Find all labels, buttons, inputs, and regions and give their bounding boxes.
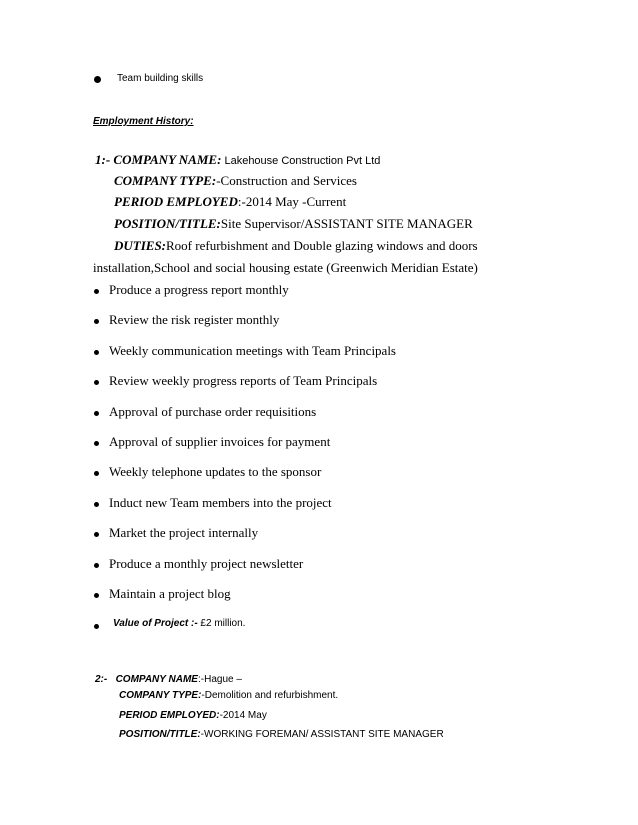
list-item: Approval of purchase order requisitions — [109, 404, 317, 419]
job2-company-line — [95, 674, 242, 685]
bullet-icon — [94, 441, 99, 446]
bullet-icon — [94, 502, 99, 507]
job2-company-label: COMPANY NAME — [115, 674, 198, 685]
job1-type-line — [114, 173, 357, 189]
bullet-icon — [94, 624, 99, 629]
job2-position-label: POSITION/TITLE: — [119, 729, 201, 740]
section-heading: Employment History: — [93, 116, 194, 127]
job1-duties-line — [114, 238, 478, 254]
skill-item: Team building skills — [117, 73, 204, 84]
job2-type-line — [119, 690, 338, 701]
bullet-icon — [94, 76, 101, 83]
job1-position-line — [114, 216, 473, 232]
job1-duties-value: Roof refurbishment and Double glazing windows and doors — [166, 238, 478, 253]
job1-duties-label: DUTIES: — [114, 238, 167, 253]
list-item: Approval of supplier invoices for payment — [109, 434, 331, 449]
list-item: Weekly telephone updates to the sponsor — [109, 464, 322, 479]
bullet-icon — [94, 471, 99, 476]
bullet-icon — [94, 380, 99, 385]
job2-position-value: -WORKING FOREMAN/ ASSISTANT SITE MANAGER — [200, 729, 444, 740]
job1-company-value: Lakehouse Construction Pvt Ltd — [221, 155, 381, 167]
list-item: Review weekly progress reports of Team Principals — [109, 373, 378, 388]
bullet-icon — [94, 411, 99, 416]
job1-period-line — [114, 194, 346, 210]
job1-type-label: COMPANY TYPE: — [114, 173, 217, 188]
bullet-icon — [94, 532, 99, 537]
job1-period-value: :-2014 May -Current — [237, 194, 347, 209]
bullet-icon — [94, 350, 99, 355]
job1-position-label: POSITION/TITLE: — [114, 216, 221, 231]
list-item: Produce a progress report monthly — [109, 282, 289, 297]
list-item: Produce a monthly project newsletter — [109, 556, 304, 571]
list-item: Weekly communication meetings with Team Principals — [109, 343, 396, 358]
job1-value-label: Value of Project :- — [113, 618, 198, 629]
job2-position-line — [119, 729, 444, 740]
job1-prefix: 1:- — [95, 152, 114, 167]
job1-period-label: PERIOD EMPLOYED — [114, 194, 238, 209]
job1-position-value: Site Supervisor/ASSISTANT SITE MANAGER — [220, 216, 473, 231]
job2-type-label: COMPANY TYPE: — [119, 690, 202, 701]
job2-period-line — [119, 710, 267, 721]
bullet-icon — [94, 319, 99, 324]
job1-value-line — [113, 618, 245, 629]
job1-company-line — [95, 152, 380, 168]
job2-type-value: -Demolition and refurbishment. — [201, 690, 339, 701]
job1-type-value: -Construction and Services — [216, 173, 357, 188]
job2-prefix: 2:- — [95, 674, 116, 685]
list-item: Review the risk register monthly — [109, 312, 280, 327]
bullet-icon — [94, 289, 99, 294]
list-item: Market the project internally — [109, 525, 259, 540]
job2-company-value: :-Hague – — [197, 674, 242, 685]
list-item: Maintain a project blog — [109, 586, 231, 601]
job2-period-label: PERIOD EMPLOYED: — [119, 710, 220, 721]
job2-period-value: -2014 May — [219, 710, 267, 721]
job1-duties-continuation: installation,School and social housing estate (Greenwich Meridian Estate) — [93, 260, 478, 275]
bullet-icon — [94, 593, 99, 598]
list-item: Induct new Team members into the project — [109, 495, 332, 510]
bullet-icon — [94, 563, 99, 568]
job1-value-value: £2 million. — [197, 618, 246, 629]
job1-company-label: COMPANY NAME: — [113, 152, 222, 167]
